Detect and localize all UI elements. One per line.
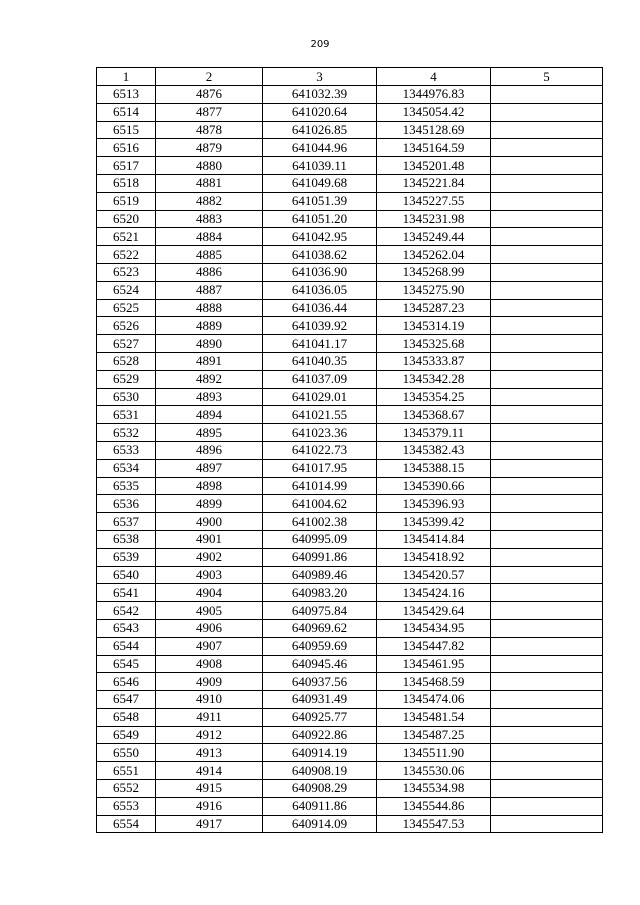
table-row — [97, 424, 603, 442]
table-row — [97, 744, 603, 762]
table-cell-col-1: 6522 — [97, 246, 156, 264]
table-cell-col-3: 641017.95 — [263, 459, 377, 477]
table-cell-col-1: 6521 — [97, 228, 156, 246]
table-cell-col-5 — [491, 619, 603, 637]
table-row — [97, 388, 603, 406]
table-cell-col-4: 1345511.90 — [377, 744, 491, 762]
table-cell-col-1: 6513 — [97, 86, 156, 104]
table-cell-col-1: 6538 — [97, 530, 156, 548]
table-cell-col-4: 1345262.04 — [377, 246, 491, 264]
table-cell-col-4: 1345379.11 — [377, 424, 491, 442]
table-row — [97, 317, 603, 335]
table-cell-col-4: 1345414.84 — [377, 530, 491, 548]
table-cell-col-1: 6550 — [97, 744, 156, 762]
table-cell-col-2: 4890 — [156, 335, 263, 353]
table-row — [97, 797, 603, 815]
table-row — [97, 619, 603, 637]
table-row — [97, 370, 603, 388]
table-cell-col-1: 6539 — [97, 548, 156, 566]
table-cell-col-4: 1345164.59 — [377, 139, 491, 157]
table-cell-col-3: 640969.62 — [263, 619, 377, 637]
table-cell-col-5 — [491, 655, 603, 673]
table-cell-col-2: 4911 — [156, 708, 263, 726]
table-cell-col-2: 4914 — [156, 762, 263, 780]
table-cell-col-2: 4898 — [156, 477, 263, 495]
table-cell-col-1: 6526 — [97, 317, 156, 335]
table-cell-col-1: 6543 — [97, 619, 156, 637]
table-cell-col-5 — [491, 370, 603, 388]
table-cell-col-4: 1345388.15 — [377, 459, 491, 477]
table-cell-col-2: 4882 — [156, 192, 263, 210]
table-row — [97, 352, 603, 370]
table-cell-col-5 — [491, 139, 603, 157]
table-cell-col-2: 4880 — [156, 157, 263, 175]
table-cell-col-4: 1345314.19 — [377, 317, 491, 335]
table-row — [97, 637, 603, 655]
table-cell-col-4: 1345390.66 — [377, 477, 491, 495]
table-cell-col-1: 6527 — [97, 335, 156, 353]
table-cell-col-5 — [491, 566, 603, 584]
table-cell-col-2: 4915 — [156, 780, 263, 798]
table-cell-col-2: 4908 — [156, 655, 263, 673]
table-row — [97, 228, 603, 246]
table-cell-col-2: 4892 — [156, 370, 263, 388]
table-cell-col-3: 640925.77 — [263, 708, 377, 726]
table-cell-col-5 — [491, 406, 603, 424]
table-row — [97, 174, 603, 192]
table-cell-col-1: 6537 — [97, 513, 156, 531]
table-cell-col-4: 1345420.57 — [377, 566, 491, 584]
header-col-3: 3 — [263, 68, 377, 86]
table-cell-col-2: 4878 — [156, 121, 263, 139]
table-cell-col-3: 641004.62 — [263, 495, 377, 513]
table-cell-col-2: 4916 — [156, 797, 263, 815]
table-cell-col-3: 641040.35 — [263, 352, 377, 370]
table-cell-col-4: 1345429.64 — [377, 602, 491, 620]
table-cell-col-3: 641051.39 — [263, 192, 377, 210]
table-row — [97, 335, 603, 353]
table-cell-col-4: 1345054.42 — [377, 103, 491, 121]
table-cell-col-4: 1344976.83 — [377, 86, 491, 104]
table-cell-col-4: 1345418.92 — [377, 548, 491, 566]
table-cell-col-1: 6529 — [97, 370, 156, 388]
table-cell-col-3: 641020.64 — [263, 103, 377, 121]
table-cell-col-5 — [491, 86, 603, 104]
table-row — [97, 780, 603, 798]
table-cell-col-2: 4889 — [156, 317, 263, 335]
table-cell-col-5 — [491, 424, 603, 442]
table-cell-col-5 — [491, 495, 603, 513]
table-cell-col-4: 1345368.67 — [377, 406, 491, 424]
table-cell-col-1: 6549 — [97, 726, 156, 744]
table-cell-col-1: 6516 — [97, 139, 156, 157]
table-cell-col-2: 4899 — [156, 495, 263, 513]
table-row — [97, 246, 603, 264]
table-cell-col-2: 4895 — [156, 424, 263, 442]
table-cell-col-1: 6542 — [97, 602, 156, 620]
table-cell-col-4: 1345530.06 — [377, 762, 491, 780]
table-cell-col-5 — [491, 637, 603, 655]
table-cell-col-1: 6515 — [97, 121, 156, 139]
header-col-2: 2 — [156, 68, 263, 86]
table-cell-col-4: 1345382.43 — [377, 441, 491, 459]
table-cell-col-1: 6528 — [97, 352, 156, 370]
table-cell-col-3: 641021.55 — [263, 406, 377, 424]
table-cell-col-5 — [491, 263, 603, 281]
table-cell-col-2: 4909 — [156, 673, 263, 691]
table-cell-col-3: 640975.84 — [263, 602, 377, 620]
table-cell-col-5 — [491, 459, 603, 477]
table-cell-col-5 — [491, 441, 603, 459]
table-cell-col-2: 4886 — [156, 263, 263, 281]
table-cell-col-5 — [491, 157, 603, 175]
table-row — [97, 513, 603, 531]
table-cell-col-1: 6536 — [97, 495, 156, 513]
table-cell-col-2: 4884 — [156, 228, 263, 246]
table-cell-col-4: 1345231.98 — [377, 210, 491, 228]
table-cell-col-3: 641029.01 — [263, 388, 377, 406]
table-cell-col-2: 4883 — [156, 210, 263, 228]
table-cell-col-3: 640911.86 — [263, 797, 377, 815]
table-cell-col-2: 4902 — [156, 548, 263, 566]
table-cell-col-3: 640991.86 — [263, 548, 377, 566]
table-row — [97, 566, 603, 584]
table-cell-col-3: 641026.85 — [263, 121, 377, 139]
table-cell-col-2: 4912 — [156, 726, 263, 744]
table-cell-col-4: 1345399.42 — [377, 513, 491, 531]
table-cell-col-4: 1345128.69 — [377, 121, 491, 139]
table-cell-col-4: 1345342.28 — [377, 370, 491, 388]
table-cell-col-1: 6523 — [97, 263, 156, 281]
table-cell-col-4: 1345461.95 — [377, 655, 491, 673]
table-cell-col-5 — [491, 335, 603, 353]
table-cell-col-4: 1345287.23 — [377, 299, 491, 317]
table-cell-col-5 — [491, 228, 603, 246]
table-cell-col-4: 1345434.95 — [377, 619, 491, 637]
table-row — [97, 548, 603, 566]
table-cell-col-2: 4881 — [156, 174, 263, 192]
table-cell-col-2: 4879 — [156, 139, 263, 157]
header-col-5: 5 — [491, 68, 603, 86]
table-cell-col-2: 4910 — [156, 691, 263, 709]
table-cell-col-2: 4891 — [156, 352, 263, 370]
page-number: 209 — [310, 39, 330, 50]
table-cell-col-1: 6545 — [97, 655, 156, 673]
table-cell-col-4: 1345424.16 — [377, 584, 491, 602]
table-cell-col-5 — [491, 602, 603, 620]
table-row — [97, 263, 603, 281]
table-cell-col-3: 641036.05 — [263, 281, 377, 299]
table-cell-col-1: 6531 — [97, 406, 156, 424]
table-row — [97, 495, 603, 513]
table-body — [97, 86, 603, 833]
table-row — [97, 121, 603, 139]
table-cell-col-4: 1345474.06 — [377, 691, 491, 709]
table-row — [97, 406, 603, 424]
table-row — [97, 584, 603, 602]
table-cell-col-3: 640922.86 — [263, 726, 377, 744]
table-row — [97, 459, 603, 477]
table-row — [97, 299, 603, 317]
table-cell-col-2: 4896 — [156, 441, 263, 459]
table-cell-col-5 — [491, 388, 603, 406]
table-cell-col-2: 4907 — [156, 637, 263, 655]
table-cell-col-3: 640908.19 — [263, 762, 377, 780]
table-cell-col-5 — [491, 513, 603, 531]
table-cell-col-2: 4905 — [156, 602, 263, 620]
table-cell-col-5 — [491, 726, 603, 744]
table-row — [97, 708, 603, 726]
table-cell-col-2: 4877 — [156, 103, 263, 121]
table-cell-col-3: 641014.99 — [263, 477, 377, 495]
header-col-4: 4 — [377, 68, 491, 86]
table-cell-col-3: 641036.90 — [263, 263, 377, 281]
table-cell-col-2: 4906 — [156, 619, 263, 637]
table-cell-col-3: 641023.36 — [263, 424, 377, 442]
table-cell-col-3: 641044.96 — [263, 139, 377, 157]
table-cell-col-2: 4904 — [156, 584, 263, 602]
table-cell-col-3: 641037.09 — [263, 370, 377, 388]
table-cell-col-1: 6533 — [97, 441, 156, 459]
table-cell-col-1: 6525 — [97, 299, 156, 317]
table-cell-col-5 — [491, 281, 603, 299]
table-cell-col-5 — [491, 673, 603, 691]
table-row — [97, 86, 603, 104]
table-cell-col-3: 641051.20 — [263, 210, 377, 228]
table-cell-col-3: 640983.20 — [263, 584, 377, 602]
table-cell-col-1: 6546 — [97, 673, 156, 691]
table-cell-col-3: 641032.39 — [263, 86, 377, 104]
table-cell-col-5 — [491, 584, 603, 602]
table-cell-col-1: 6554 — [97, 815, 156, 833]
table-cell-col-5 — [491, 121, 603, 139]
table-cell-col-3: 640959.69 — [263, 637, 377, 655]
table-cell-col-5 — [491, 744, 603, 762]
table-row — [97, 691, 603, 709]
table-cell-col-5 — [491, 797, 603, 815]
table-cell-col-5 — [491, 530, 603, 548]
table-row — [97, 103, 603, 121]
table-row — [97, 477, 603, 495]
table-cell-col-5 — [491, 103, 603, 121]
table-cell-col-4: 1345487.25 — [377, 726, 491, 744]
table-cell-col-1: 6553 — [97, 797, 156, 815]
table-cell-col-1: 6551 — [97, 762, 156, 780]
table-cell-col-5 — [491, 246, 603, 264]
table-cell-col-1: 6532 — [97, 424, 156, 442]
table-cell-col-3: 641002.38 — [263, 513, 377, 531]
table-row — [97, 726, 603, 744]
table-cell-col-4: 1345333.87 — [377, 352, 491, 370]
table-row — [97, 530, 603, 548]
table-row — [97, 139, 603, 157]
table-cell-col-3: 641039.11 — [263, 157, 377, 175]
table-cell-col-3: 641042.95 — [263, 228, 377, 246]
table-cell-col-3: 640989.46 — [263, 566, 377, 584]
table-cell-col-4: 1345544.86 — [377, 797, 491, 815]
table-row — [97, 157, 603, 175]
table-cell-col-2: 4903 — [156, 566, 263, 584]
table-cell-col-2: 4913 — [156, 744, 263, 762]
table-cell-col-1: 6514 — [97, 103, 156, 121]
table-cell-col-3: 641039.92 — [263, 317, 377, 335]
table-cell-col-5 — [491, 815, 603, 833]
table-cell-col-3: 640914.09 — [263, 815, 377, 833]
table-cell-col-5 — [491, 708, 603, 726]
table-cell-col-1: 6517 — [97, 157, 156, 175]
table-cell-col-4: 1345534.98 — [377, 780, 491, 798]
table-cell-col-3: 640908.29 — [263, 780, 377, 798]
table-cell-col-5 — [491, 477, 603, 495]
table-cell-col-5 — [491, 174, 603, 192]
table-cell-col-2: 4887 — [156, 281, 263, 299]
table-cell-col-1: 6519 — [97, 192, 156, 210]
header-col-1: 1 — [97, 68, 156, 86]
table-cell-col-1: 6534 — [97, 459, 156, 477]
table-cell-col-3: 641022.73 — [263, 441, 377, 459]
table-cell-col-1: 6552 — [97, 780, 156, 798]
table-cell-col-3: 641049.68 — [263, 174, 377, 192]
table-cell-col-3: 640945.46 — [263, 655, 377, 673]
coordinates-table — [96, 67, 603, 833]
table-cell-col-3: 640914.19 — [263, 744, 377, 762]
table-cell-col-5 — [491, 762, 603, 780]
table-cell-col-4: 1345275.90 — [377, 281, 491, 299]
table-cell-col-4: 1345354.25 — [377, 388, 491, 406]
table-cell-col-4: 1345396.93 — [377, 495, 491, 513]
table-cell-col-5 — [491, 352, 603, 370]
table-cell-col-2: 4900 — [156, 513, 263, 531]
table-row — [97, 441, 603, 459]
table-cell-col-2: 4901 — [156, 530, 263, 548]
table-cell-col-3: 641038.62 — [263, 246, 377, 264]
table-cell-col-1: 6547 — [97, 691, 156, 709]
table-cell-col-5 — [491, 210, 603, 228]
table-cell-col-1: 6524 — [97, 281, 156, 299]
table-cell-col-4: 1345227.55 — [377, 192, 491, 210]
table-cell-col-1: 6541 — [97, 584, 156, 602]
table-row — [97, 673, 603, 691]
table-cell-col-4: 1345221.84 — [377, 174, 491, 192]
table-cell-col-1: 6540 — [97, 566, 156, 584]
table-cell-col-4: 1345201.48 — [377, 157, 491, 175]
table-cell-col-1: 6530 — [97, 388, 156, 406]
table-row — [97, 602, 603, 620]
table-cell-col-2: 4894 — [156, 406, 263, 424]
table-cell-col-4: 1345468.59 — [377, 673, 491, 691]
table-cell-col-3: 641041.17 — [263, 335, 377, 353]
table-cell-col-5 — [491, 317, 603, 335]
table-cell-col-1: 6535 — [97, 477, 156, 495]
table-row — [97, 815, 603, 833]
table-cell-col-2: 4893 — [156, 388, 263, 406]
table-cell-col-2: 4917 — [156, 815, 263, 833]
table-cell-col-5 — [491, 299, 603, 317]
table-cell-col-3: 640931.49 — [263, 691, 377, 709]
table-row — [97, 655, 603, 673]
table-row — [97, 762, 603, 780]
table-cell-col-3: 640995.09 — [263, 530, 377, 548]
table-cell-col-3: 640937.56 — [263, 673, 377, 691]
table-cell-col-5 — [491, 691, 603, 709]
table-cell-col-2: 4897 — [156, 459, 263, 477]
table-row — [97, 281, 603, 299]
table-cell-col-5 — [491, 780, 603, 798]
table-row — [97, 210, 603, 228]
table-cell-col-4: 1345249.44 — [377, 228, 491, 246]
table-cell-col-2: 4888 — [156, 299, 263, 317]
table-cell-col-2: 4876 — [156, 86, 263, 104]
coordinates-table-container — [96, 67, 603, 833]
table-cell-col-3: 641036.44 — [263, 299, 377, 317]
table-cell-col-1: 6520 — [97, 210, 156, 228]
table-cell-col-4: 1345547.53 — [377, 815, 491, 833]
table-cell-col-1: 6518 — [97, 174, 156, 192]
table-cell-col-4: 1345268.99 — [377, 263, 491, 281]
table-cell-col-4: 1345325.68 — [377, 335, 491, 353]
table-row — [97, 192, 603, 210]
table-cell-col-5 — [491, 192, 603, 210]
table-cell-col-1: 6548 — [97, 708, 156, 726]
table-cell-col-2: 4885 — [156, 246, 263, 264]
table-cell-col-4: 1345481.54 — [377, 708, 491, 726]
table-cell-col-5 — [491, 548, 603, 566]
table-header-row — [97, 68, 603, 86]
table-cell-col-4: 1345447.82 — [377, 637, 491, 655]
table-cell-col-1: 6544 — [97, 637, 156, 655]
